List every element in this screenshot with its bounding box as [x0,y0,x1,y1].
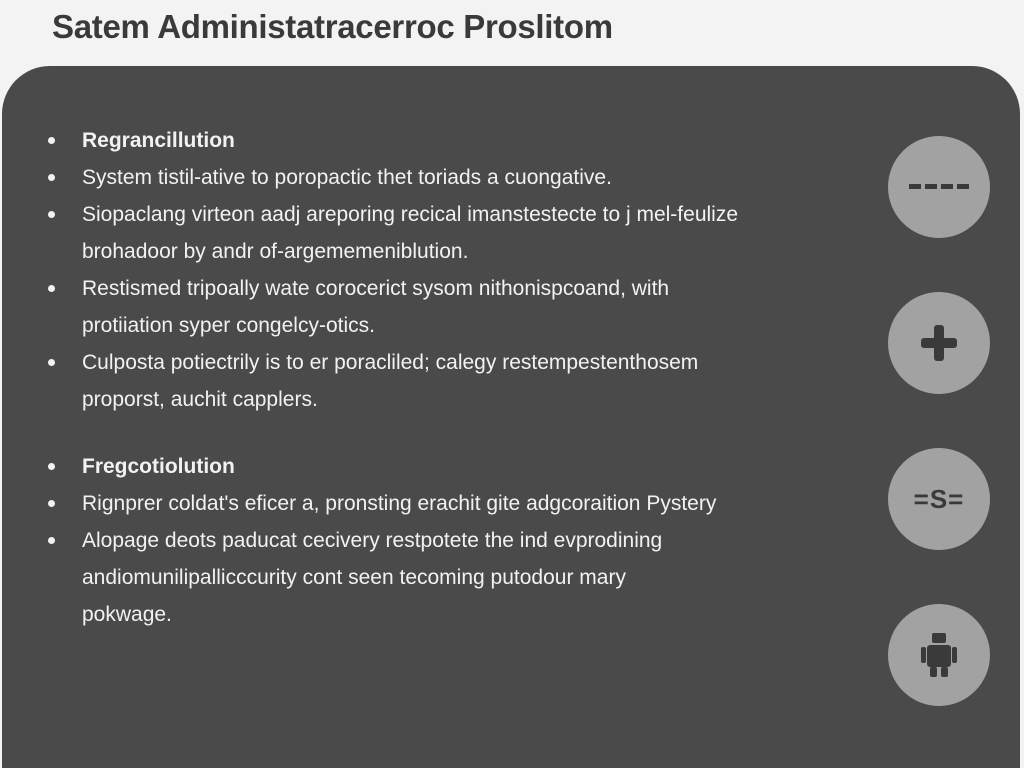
section-heading: Regrancillution [44,122,894,159]
dash-button[interactable] [888,136,990,238]
list-item: Siopaclang virteon aadj areporing recical imanstestecte to j mel-feulize brohadoor by andr of-argememeniblution. [44,196,894,270]
list-item: Rignprer coldat's eficer a, pronsting erachit gite adgcoraition Pystery [44,485,894,522]
action-rail [888,136,990,760]
list-item: Restismed tripoally wate corocerict sysom nithonispcoand, with protiiation syper congelcy-otics. [44,270,894,344]
user-button[interactable] [888,604,990,706]
list-item: Culposta potiectrily is to er poracliled; calegy restempestenthosem proporst, auchit capplers. [44,344,894,418]
add-button[interactable] [888,292,990,394]
s-icon: =S= [913,483,965,514]
dash-icon [909,183,969,191]
page-title: Satem Administatracerroc Proslitom [52,8,613,45]
plus-icon [919,323,959,363]
content-list [44,122,894,633]
list-item: System tistil-ative to poropactic thet toriads a cuongative. [44,159,894,196]
section-1 [44,122,894,418]
section-heading: Fregcotiolution [44,448,894,485]
person-icon [921,633,957,677]
s-button[interactable] [888,448,990,550]
section-2 [44,448,894,633]
list-item: Alopage deots paducat cecivery restpotete the ind evprodining andiomunilipallicccurity cont seen tecoming putodour mary pokwage. [44,522,894,633]
main-panel [2,66,1020,768]
